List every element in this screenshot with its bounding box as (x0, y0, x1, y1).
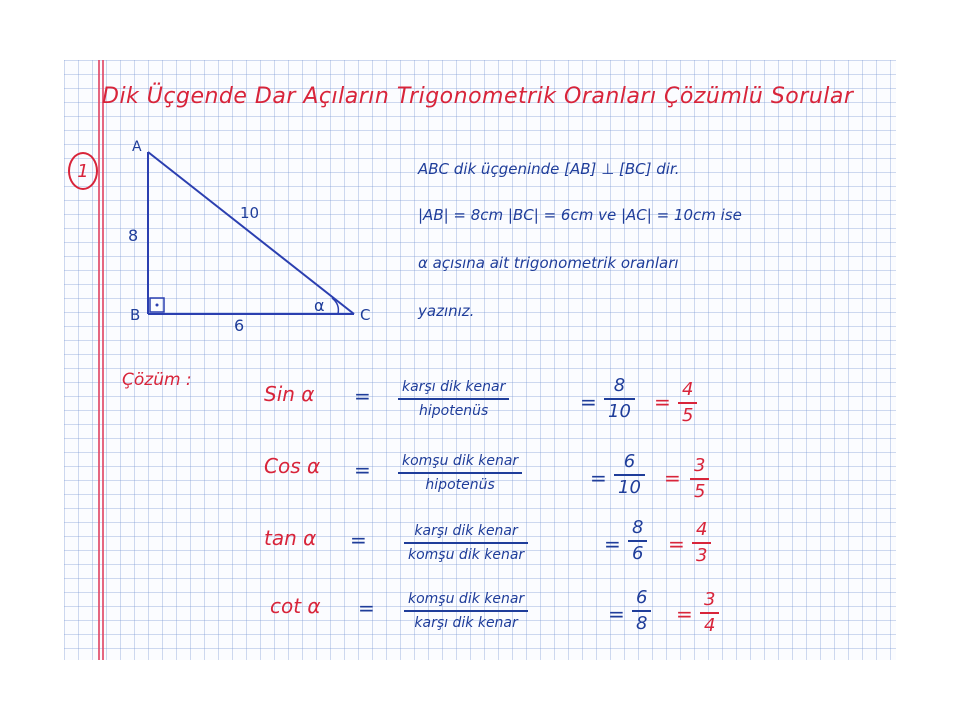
sin-result-fraction (678, 380, 697, 426)
fraction-bar (678, 402, 697, 404)
sin-result-numerator: 4 (682, 379, 694, 400)
sin-numerator-text: karşı dik kenar (402, 379, 506, 395)
cos-equals-3: = (664, 466, 681, 490)
cot-equals-2: = (608, 602, 625, 626)
side-bc-label: 6 (234, 316, 245, 335)
cos-label: Cos α (264, 454, 321, 478)
cot-equals: = (358, 596, 375, 620)
fraction-bar (700, 612, 719, 614)
angle-alpha-label: α (314, 296, 325, 315)
fraction-bar (628, 540, 647, 542)
cos-value-fraction (614, 452, 645, 498)
notebook-page (64, 60, 896, 660)
fraction-bar (398, 398, 509, 400)
tan-numerator-text: karşı dik kenar (414, 523, 518, 539)
triangle-figure (64, 60, 896, 660)
problem-line-2: |AB| = 8cm |BC| = 6cm ve |AC| = 10cm ise (418, 206, 742, 224)
side-ac-label: 10 (240, 204, 260, 222)
problem-line-1: ABC dik üçgeninde [AB] ⊥ [BC] dir. (418, 160, 680, 178)
cos-equals: = (354, 458, 371, 482)
cos-denominator-text: hipotenüs (425, 477, 495, 493)
tan-result-denominator: 3 (696, 545, 708, 566)
tan-equals: = (350, 528, 367, 552)
fraction-bar (632, 610, 651, 612)
side-ab-label: 8 (128, 226, 139, 245)
cos-definition-fraction (398, 452, 522, 494)
cot-label: cot α (270, 594, 321, 618)
fraction-bar (604, 398, 635, 400)
fraction-bar (614, 474, 645, 476)
cot-denominator-text: karşı dik kenar (414, 615, 518, 631)
tan-value-denominator: 6 (632, 543, 644, 564)
tan-definition-fraction (404, 522, 528, 564)
cos-result-numerator: 3 (694, 455, 706, 476)
cot-equals-3: = (676, 602, 693, 626)
cot-result-numerator: 3 (704, 589, 716, 610)
cos-equals-2: = (590, 466, 607, 490)
side-ac-line (148, 152, 354, 314)
cos-value-numerator: 6 (623, 451, 636, 472)
cos-result-fraction (690, 456, 709, 502)
cot-result-fraction (700, 590, 719, 636)
sin-label: Sin α (264, 382, 315, 406)
vertex-c-label: C (360, 306, 371, 324)
fraction-bar (398, 472, 522, 474)
fraction-bar (404, 610, 528, 612)
cos-value-denominator: 10 (618, 477, 641, 498)
solution-label: Çözüm : (122, 370, 192, 390)
sin-result-denominator: 5 (682, 405, 694, 426)
tan-value-fraction (628, 518, 647, 564)
vertex-a-label: A (132, 139, 142, 155)
cot-numerator-text: komşu dik kenar (408, 591, 525, 607)
tan-value-numerator: 8 (632, 517, 644, 538)
tan-label: tan α (264, 526, 317, 550)
sin-equals-3: = (654, 390, 671, 414)
sin-equals: = (354, 384, 371, 408)
problem-number: 1 (68, 152, 98, 190)
tan-equals-2: = (604, 532, 621, 556)
sin-value-numerator: 8 (613, 375, 626, 396)
cot-value-denominator: 8 (636, 613, 648, 634)
sin-denominator-text: hipotenüs (418, 403, 489, 419)
cot-definition-fraction (404, 590, 528, 632)
tan-denominator-text: komşu dik kenar (408, 547, 525, 563)
page-title: Dik Üçgende Dar Açıların Trigonometrik Oranları Çözümlü Sorular (102, 84, 854, 109)
tan-equals-3: = (668, 532, 685, 556)
sin-equals-2: = (580, 390, 597, 414)
fraction-bar (404, 542, 528, 544)
fraction-bar (690, 478, 709, 480)
cot-value-fraction (632, 588, 651, 634)
vertex-b-label: B (130, 306, 141, 324)
cot-value-numerator: 6 (636, 587, 648, 608)
sin-value-denominator: 10 (608, 401, 631, 422)
tan-result-fraction (692, 520, 711, 566)
cot-result-denominator: 4 (704, 615, 716, 636)
right-angle-dot (156, 304, 159, 307)
fraction-bar (692, 542, 711, 544)
tan-result-numerator: 4 (696, 519, 708, 540)
sin-definition-fraction (398, 378, 509, 420)
cos-result-denominator: 5 (694, 481, 706, 502)
cos-numerator-text: komşu dik kenar (402, 453, 519, 469)
sin-value-fraction (604, 376, 635, 422)
problem-line-3: α açısına ait trigonometrik oranları (418, 254, 679, 272)
problem-line-4: yazınız. (418, 302, 475, 320)
